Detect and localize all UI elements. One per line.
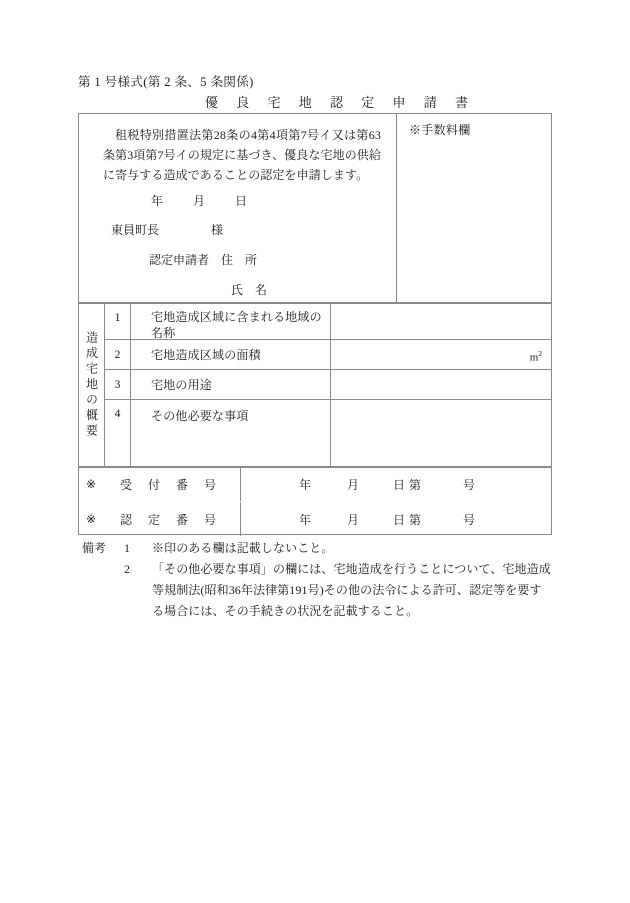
addressee-honorific: 様	[211, 223, 224, 237]
row-label: その他必要な事項	[131, 400, 331, 468]
applicant-address-line	[149, 251, 257, 268]
row-value-field[interactable]	[331, 370, 551, 399]
row-number: 1	[105, 304, 131, 339]
row-label: 宅地造成区域の面積	[131, 340, 331, 369]
row-label: 宅地造成区域に含まれる地域の名称	[131, 304, 331, 339]
row-number: 3	[105, 370, 131, 399]
note-number: 2	[124, 562, 130, 576]
outline-vertical-label: 造成宅地の概要	[79, 304, 105, 466]
application-statement-block	[78, 113, 552, 303]
applicant-name-label: 氏 名	[231, 283, 268, 297]
note-item	[82, 559, 552, 622]
fee-column-label: ※手数料欄	[409, 123, 471, 137]
note-number: 1	[124, 541, 130, 555]
certification-number-label: ※ 認 定 番 号	[79, 502, 241, 536]
row-label: 宅地の用途	[131, 370, 331, 399]
application-date-line	[151, 192, 247, 209]
outline-rows	[105, 304, 551, 466]
row-value-field[interactable]	[331, 400, 551, 468]
applicant-name-line	[231, 281, 267, 298]
note-text: 「その他必要な事項」の欄には、宅地造成を行うことについて、宅地造成等規制法(昭和36年法律第191号)その他の法令による許可、認定等を要する場合には、その手続きの状況を記載すること。	[152, 562, 551, 618]
notes-section	[82, 538, 552, 622]
row-number: 4	[105, 400, 131, 468]
fee-column	[396, 114, 553, 302]
addressee-line	[111, 221, 223, 238]
note-item-head	[82, 538, 130, 559]
date-month-label: 月	[193, 194, 206, 208]
receipt-number-label: ※ 受 付 番 号	[79, 468, 241, 501]
land-outline-block	[78, 303, 552, 467]
table-row	[105, 304, 551, 340]
applicant-address-label: 住 所	[221, 253, 258, 267]
date-year-label: 年	[151, 194, 164, 208]
table-row	[79, 502, 551, 536]
date-day-label: 日	[235, 194, 248, 208]
table-row	[105, 400, 551, 468]
form-code: 第 1 号様式(第 2 条、5 条関係)	[78, 75, 254, 89]
official-use-mark: ※	[86, 477, 97, 491]
document-title: 優 良 宅 地 認 定 申 請 書	[205, 95, 476, 110]
table-row	[79, 468, 551, 502]
receipt-certification-block	[78, 467, 552, 535]
row-number: 2	[105, 340, 131, 369]
applicant-label: 認定申請者	[149, 253, 210, 267]
table-row	[105, 370, 551, 400]
statement-text: 租税特別措置法第28条の4第4項第7号イ又は第63条第3項第7号イの規定に基づき、優良な宅地の供給に寄与する造成であることの認定を申請します。	[103, 128, 381, 182]
area-unit: $m^2$	[529, 349, 542, 364]
addressee-name: 東員町長	[111, 223, 160, 237]
row-value-field[interactable]	[331, 304, 551, 339]
note-text: ※印のある欄は記載しないこと。	[152, 541, 334, 555]
note-item	[82, 538, 552, 559]
receipt-number-field[interactable]: 年 月 日 第 号	[299, 478, 476, 492]
note-item-head	[82, 559, 130, 580]
row-value-field[interactable]	[331, 340, 551, 369]
official-use-mark: ※	[86, 511, 97, 526]
table-row	[105, 340, 551, 370]
notes-label: 備考	[82, 541, 107, 555]
certification-number-field[interactable]: 年 月 日 第 号	[299, 512, 476, 527]
